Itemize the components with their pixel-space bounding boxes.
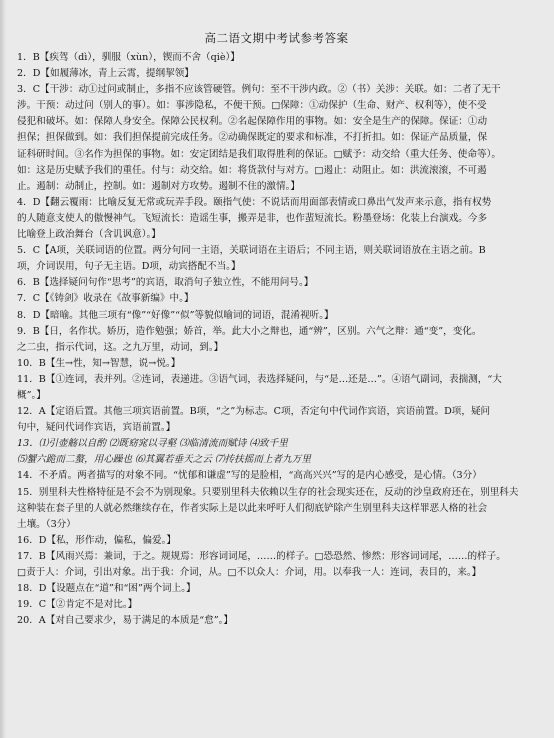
- answer-line: 6．B【选择疑问句作“思考”的宾语，取消句子独立性，不能用问号。】: [17, 277, 314, 289]
- answer-line: 土壤。（3分）: [17, 518, 76, 530]
- answer-line: 的人随意支使人的傲慢神气。飞短流长：造谣生事，搬弄是非，也作蜚短流长。粉墨登场：化装上台演戏。今多: [17, 212, 488, 224]
- answer-line: 侵犯和破坏。如：保障人身安全。保障公民权利。②名起保障作用的事物。如：安全是生产的保障。保证：①动: [17, 116, 488, 128]
- answer-line: 比喻登上政治舞台（含讥讽意）。】: [17, 229, 161, 241]
- answer-line: 11．B【①连词，表并列。②连词，表递进。③语气词，表选择疑问，与“是…还是…”。④语气副词，表揣测，“大: [17, 373, 502, 385]
- answer-line: 13．⑴引壶觞以自酌 ⑵既窈窕以寻壑 ⑶临清流而赋诗 ⑷致千里: [17, 438, 288, 450]
- answer-line: 10．B【生→性，知→智慧，说→悦。】: [17, 357, 181, 369]
- answer-line: 止。遏制：动制止，控制。如：遏制对方攻势。遏制不住的激情。】: [17, 180, 301, 192]
- answer-line: 4．D【翻云覆雨：比喻反复无常或玩弄手段。颐指气使：不说话而用面部表情或口鼻出气发声来示意，指有权势: [17, 196, 492, 208]
- answer-line: 如：这是历史赋予我们的重任。付与：动交给。如：将货款付与对方。□遏止：动阻止。如：洪流滚滚，不可遏: [17, 164, 487, 176]
- answer-line: 7．C【《铸剑》收录在《故事新编》中。】: [17, 293, 194, 305]
- answer-line: 项，介词误用，句子无主语。D项，动宾搭配不当。】: [17, 261, 241, 273]
- scan-edge-shadow: [0, 0, 6, 738]
- answer-line: 证科研时间。③名作为担保的事物。如：安定团结是我们取得胜利的保证。□赋予：动交给（重大任务、使命等）。: [17, 148, 501, 160]
- answer-line: 15．别里科夫性格特征是不会不为别现象。只要别里科夫依赖以生存的社会现实还在，反动的沙皇政府还在，别里科夫: [17, 486, 519, 498]
- answer-line: 之二虫，指示代词，这。之九万里，动词，到。】: [17, 341, 224, 353]
- answer-line: 概”。】: [17, 389, 46, 401]
- answer-line: 1．B【疾驾（dì），驯服（xùn），锲而不舍（qiè）】: [17, 52, 240, 63]
- answer-line: 句中，疑问代词作宾语，宾语前置。】: [17, 422, 176, 434]
- answer-line: 2．D【如履薄冰，青上云霄，提纲挈领】: [17, 68, 194, 80]
- answer-line: □责于人：介词，引出对象。出于我：介词，从。□不以众人：介词，用。以奉我一人：连词，表目的，来。】: [17, 567, 482, 578]
- answer-line: 19．C【②肯定不是对比。】: [17, 599, 138, 611]
- answer-line: 20．A【对自己要求少，易于满足的本质是“怠”。】: [17, 615, 234, 627]
- page-title: 高二语文期中考试参考答案: [204, 31, 349, 45]
- answer-line: 17．B【风雨兴焉：兼词，于之。规规焉：形容词词尾，……的样子。□恐恐然、惨然：形容词词尾，……的样子。: [17, 550, 506, 562]
- answer-line: 5．C【A项，关联词语的位置。两分句同一主语，关联词语在主语后；不同主语，则关联词语放在主语之前。B: [17, 245, 486, 257]
- answer-line: 涉。干预：动过问（别人的事）。如：事涉隐私，不便干预。□保障：①动保护（生命、财产、权利等），使不受: [17, 100, 487, 112]
- answer-line: ⑸蟹六跪而二螯，用心躁也 ⑹其翼若垂天之云 ⑺抟扶摇而上者九万里: [17, 454, 311, 466]
- answer-line: 12．A【定语后置。其他三项宾语前置。B项，“之”为标志。C项，否定句中代词作宾语，宾语前置。D项，疑问: [17, 406, 491, 418]
- answer-line: 9．B【日，名作状。娇历，造作勉强；娇首，举。此大小之辩也，通“辨”，区别。六气之辩：通“变”，变化。: [17, 325, 482, 337]
- answer-line: 18．D【设题点在“道”和“困”两个词上。】: [17, 583, 196, 595]
- answer-line: 担保；担保做到。如：我们担保提前完成任务。②动确保既定的要求和标准，不打折扣。如：保证产品质量，保: [17, 132, 488, 144]
- answer-line: 3．C【干涉：动①过问或制止，多指不应该管硬管。例句：至不干涉内政。②（书）关涉：关联。如：二者了无干: [17, 84, 501, 96]
- answer-line: 14．不矛盾。两者描写的对象不同。“忧郁和谦虚”写的是脸相，“高高兴兴”写的是内心感受，是心情。（3分）: [17, 470, 482, 482]
- answer-line: 16．D【私，形作动，偏私，偏爱。】: [17, 534, 177, 546]
- answer-line: 这种装在套子里的人就必然继续存在，作者实际上是以此来呼吁人们彻底铲除产生别里科夫这样罪恶人格的社会: [17, 502, 488, 514]
- answer-line: 8．D【暗喻。其他三项有“像”“好像”“似”等貌似喻词的词语，混淆视听。】: [17, 309, 334, 321]
